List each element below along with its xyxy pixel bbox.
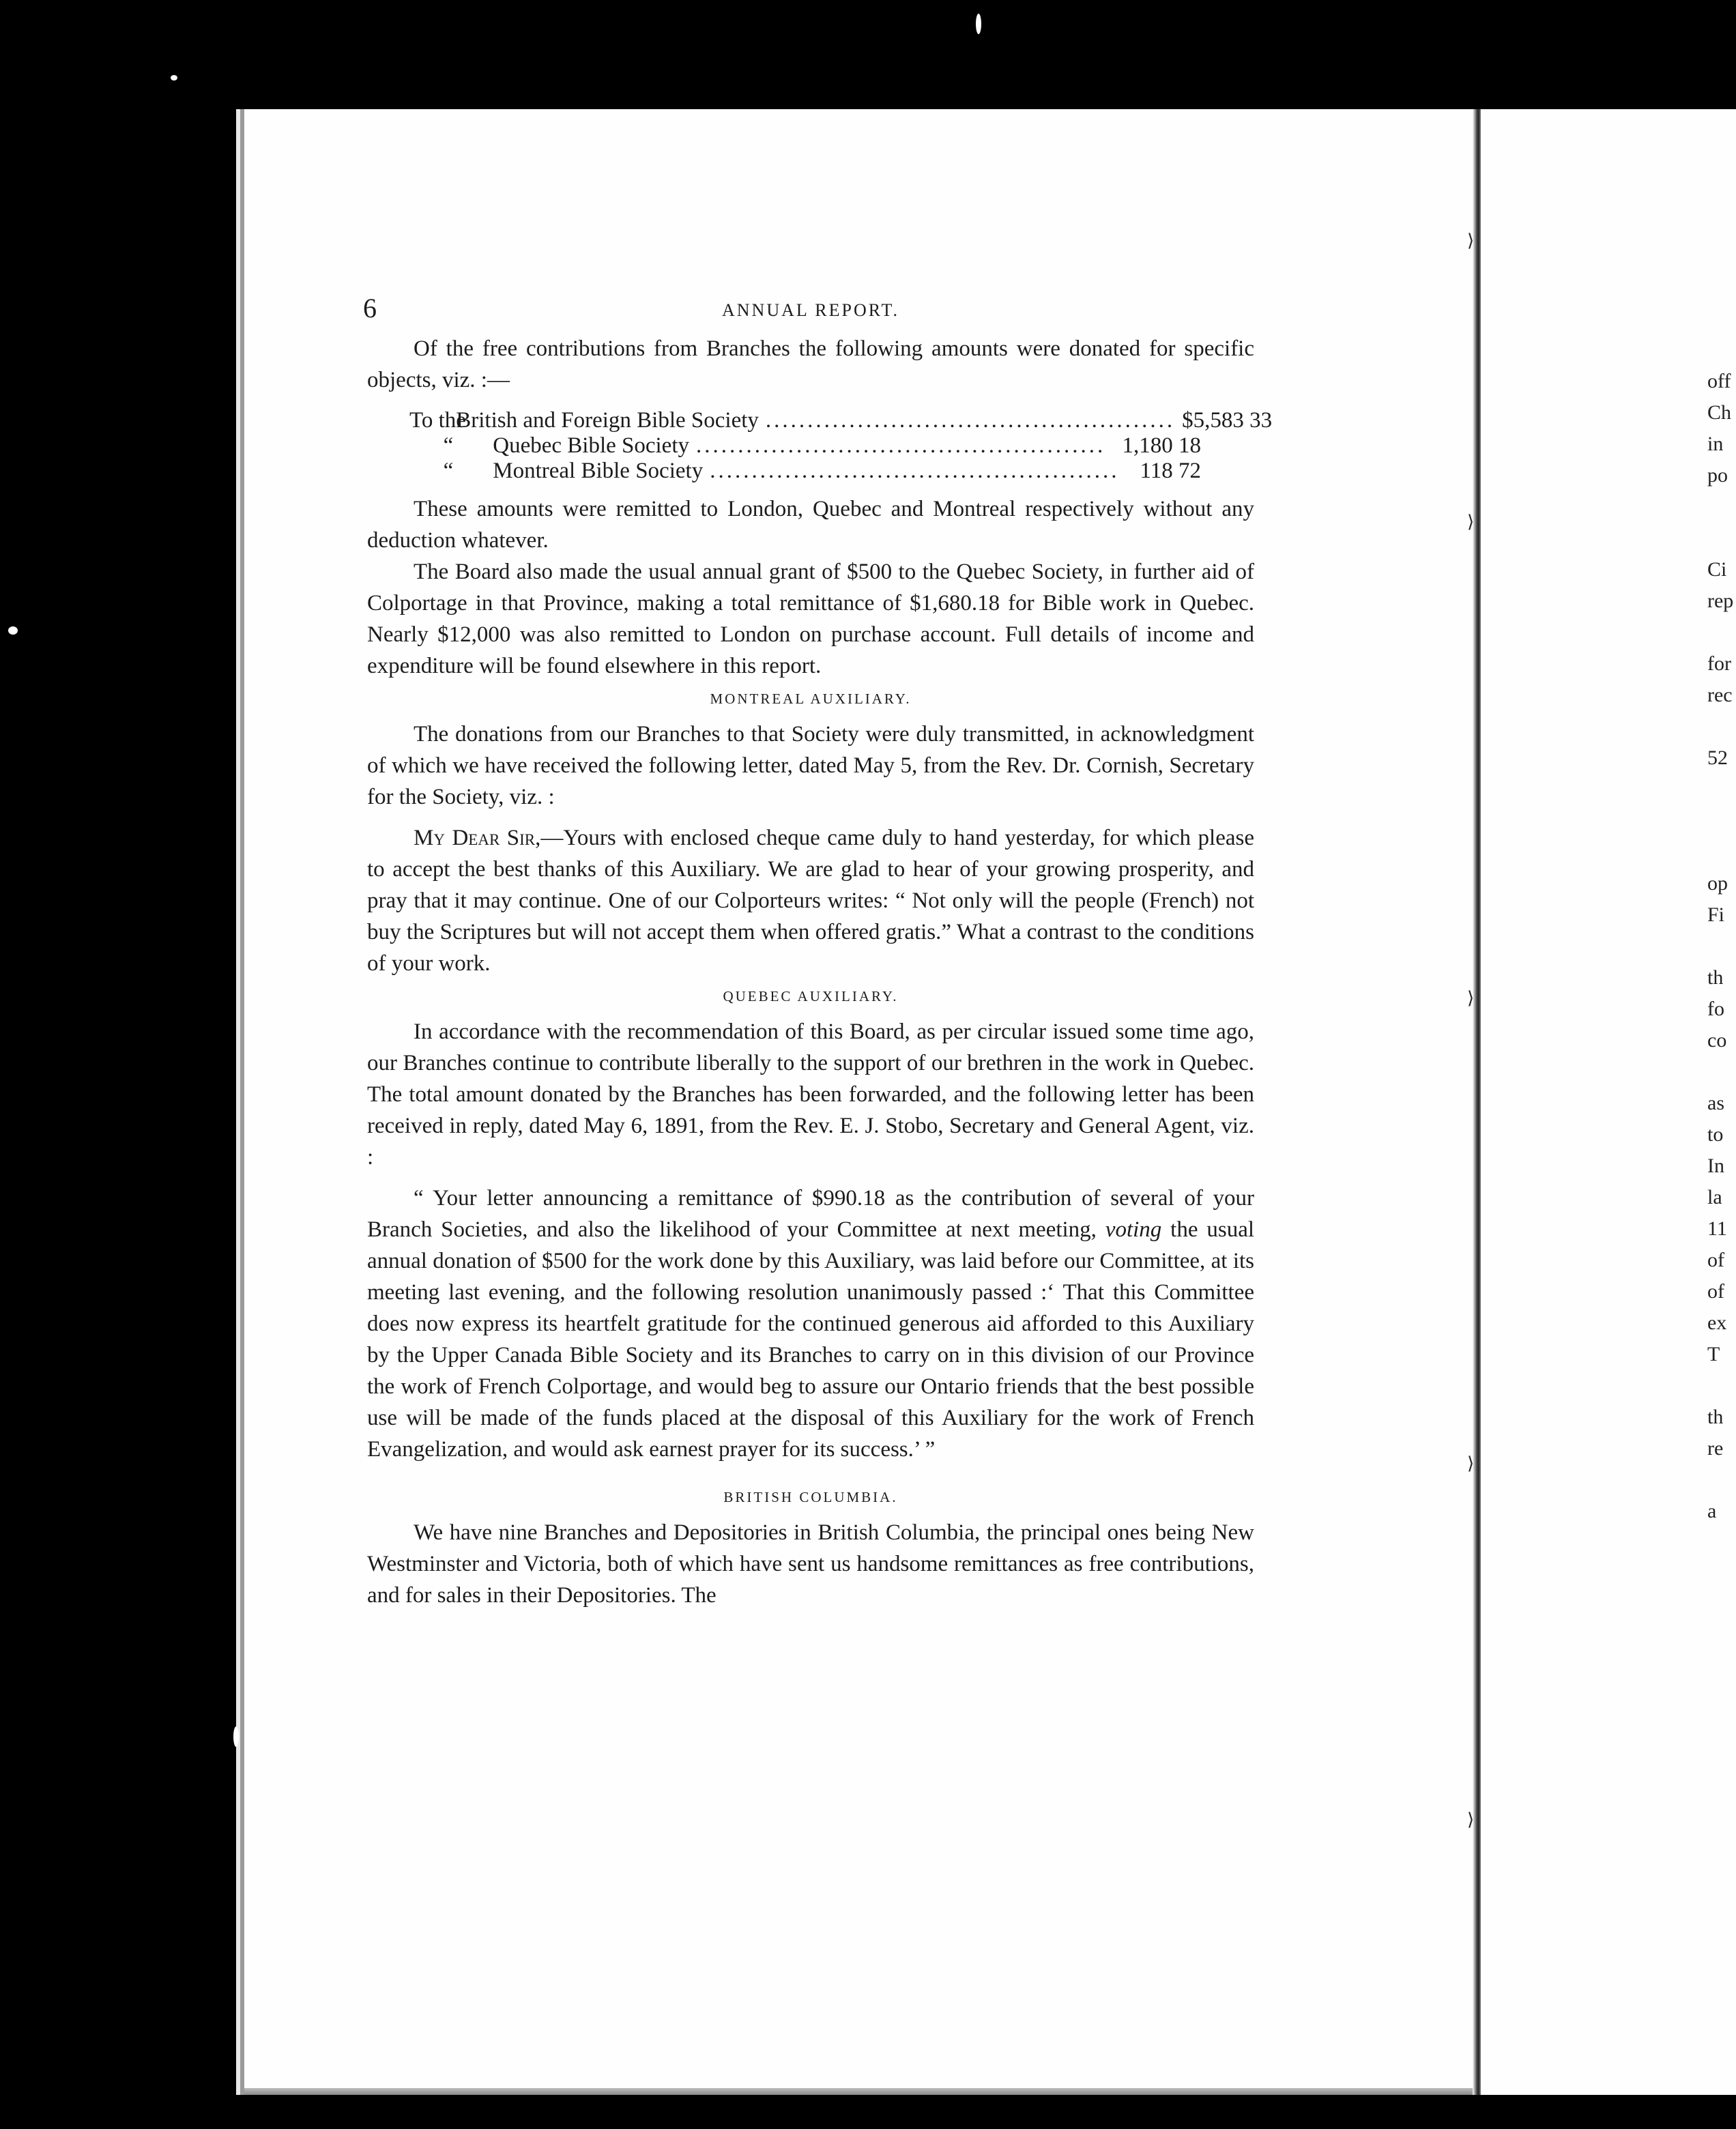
binding-stitch: ⟩	[1467, 1453, 1475, 1474]
facing-page-fragment: T	[1707, 1343, 1720, 1365]
facing-page-fragment: rep	[1707, 590, 1734, 612]
facing-page-fragment: po	[1707, 464, 1728, 487]
grant-paragraph: The Board also made the usual annual grant of $500 to the Quebec Society, in further aid of Colportage in that Province, making a total remittance of $1,680.18 for Bible work in Quebec. Nearly $12,000 was also remitted to London on purchase account. Full details of income and expenditure will be found elsewhere in this report.	[367, 560, 1254, 678]
facing-page-fragment: re	[1707, 1437, 1724, 1460]
montreal-intro: The donations from our Branches to that Society were duly transmitted, in acknowledgment of which we have received the following letter, dated May 5, from the Rev. Dr. Cornish, Secretary for the Society, viz. :	[367, 722, 1254, 809]
montreal-letter	[367, 822, 1254, 979]
facing-page-fragment: rec	[1707, 684, 1733, 706]
page-header	[363, 292, 1254, 333]
quebec-intro: In accordance with the recommendation of this Board, as per circular issued some time ago, our Branches continue to contribute liberally to the support of our brethren in the work in Quebec. The total amount donated by the Branches has been forwarded, and the following letter has been received in reply, dated May 6, 1891, from the Rev. E. J. Stobo, Secretary and General Agent, viz. :	[367, 1019, 1254, 1170]
section-heading-british-columbia: BRITISH COLUMBIA.	[723, 1489, 898, 1505]
facing-page-fragment: of	[1707, 1249, 1724, 1271]
section-heading-quebec: QUEBEC AUXILIARY.	[723, 988, 899, 1004]
ledger-prefix: “	[443, 433, 454, 458]
section-heading-montreal: MONTREAL AUXILIARY.	[710, 691, 912, 707]
scan-speck	[171, 75, 177, 81]
facing-page-fragment: In	[1707, 1155, 1724, 1177]
facing-page-fragment: la	[1707, 1186, 1722, 1208]
page-edge	[244, 2088, 1479, 2095]
facing-page-fragment: Ch	[1707, 401, 1732, 424]
page-content	[363, 292, 1273, 1611]
facing-page-fragment: ex	[1707, 1312, 1727, 1334]
intro-paragraph: Of the free contributions from Branches the following amounts were donated for specific objects, viz. :—	[367, 336, 1254, 392]
facing-page-fragment: off	[1707, 370, 1731, 392]
facing-page-fragment: Fi	[1707, 903, 1725, 926]
facing-page-fragment: in	[1707, 433, 1724, 455]
ledger-label	[409, 459, 703, 484]
facing-page-fragment: to	[1707, 1123, 1724, 1146]
facing-page-fragment: as	[1707, 1092, 1724, 1114]
facing-page-fragment: fo	[1707, 998, 1724, 1020]
scan-speck	[8, 626, 18, 635]
ledger-amount: $5,583 33	[1182, 408, 1273, 433]
dot-leader: .................................................	[696, 433, 1106, 458]
letter-body: —Yours with enclosed cheque came duly to hand yesterday, for which please to accept the best thanks of this Auxiliary. We are glad to hear of your growing prosperity, and pray that it may continue. One of our Colporteurs writes: “ Not only will the people (French) not buy the Scriptures but will not accept them when offered gratis.” What a contrast to the conditions of your work.	[367, 826, 1255, 976]
facing-page-fragment: 11	[1707, 1217, 1727, 1240]
letter-body-start: “ Your letter announcing a remittance of $990.18 as the contribution of several of your Branch Societies, and also the likelihood of your Committee at next meeting,	[367, 1186, 1254, 1242]
facing-page-fragment: co	[1707, 1029, 1727, 1052]
ledger-row	[409, 408, 1273, 433]
quebec-letter	[367, 1183, 1254, 1465]
letter-body-end: the usual annual donation of $500 for the work done by this Auxiliary, was laid before our Committee, at its meeting last evening, and the following resolution unanimously passed :‘ That this Committee does now express its heartfelt gratitude for the continued generous aid afforded to this Auxiliary by the Upper Canada Bible Society and its Branches to carry on in this division of our Province the work of French Colportage, and would beg to assure our Ontario friends that the best possible use will be made of the funds placed at the disposal of this Auxiliary for the work of French Evangelization, and would ask earnest prayer for its success.’ ”	[367, 1217, 1255, 1462]
facing-page-fragment: for	[1707, 652, 1731, 675]
ledger-label	[409, 408, 759, 433]
ledger-prefix: “	[443, 459, 454, 483]
italic-word: voting	[1105, 1217, 1162, 1242]
facing-page-fragment: a	[1707, 1500, 1717, 1522]
ledger-prefix: To the	[409, 408, 466, 433]
ledger-amount: 1,180 18	[1122, 433, 1201, 458]
remitted-paragraph: These amounts were remitted to London, Quebec and Montreal respectively without any deduction whatever.	[367, 497, 1254, 553]
book-page-right	[1481, 109, 1736, 2095]
binding-stitch: ⟩	[1467, 988, 1475, 1009]
binding-stitch: ⟩	[1467, 512, 1475, 532]
scan-speck	[233, 1726, 239, 1747]
ledger-row	[409, 433, 1201, 459]
facing-page-fragment: th	[1707, 1406, 1724, 1428]
facing-page-fragment: of	[1707, 1280, 1724, 1303]
ledger-amount: 118 72	[1140, 459, 1201, 483]
donation-ledger	[409, 408, 1273, 484]
ledger-label	[409, 433, 689, 459]
ledger-item: Montreal Bible Society	[493, 459, 704, 483]
facing-page-fragment: th	[1707, 966, 1724, 989]
facing-page-fragment: op	[1707, 872, 1728, 895]
british-columbia-paragraph: We have nine Branches and Depositories in British Columbia, the principal ones being New Westminster and Victoria, both of which have sent us handsome remittances as free contributions, and for sales in their Depositories. The	[367, 1520, 1254, 1608]
facing-page-fragment: 52	[1707, 747, 1728, 769]
binding-stitch: ⟩	[1467, 1810, 1475, 1830]
letter-salutation: My Dear Sir,	[414, 826, 541, 850]
scan-speck	[976, 14, 981, 34]
ledger-item: British and Foreign Bible Society	[456, 408, 759, 433]
ledger-row	[409, 459, 1201, 484]
dot-leader: .................................................	[710, 459, 1120, 483]
binding-stitch: ⟩	[1467, 231, 1475, 251]
facing-page-fragment: Ci	[1707, 558, 1727, 581]
ledger-item: Quebec Bible Society	[493, 433, 690, 458]
page-number: 6	[363, 293, 377, 323]
running-title: ANNUAL REPORT.	[722, 300, 899, 320]
dot-leader: .................................................	[765, 408, 1176, 433]
